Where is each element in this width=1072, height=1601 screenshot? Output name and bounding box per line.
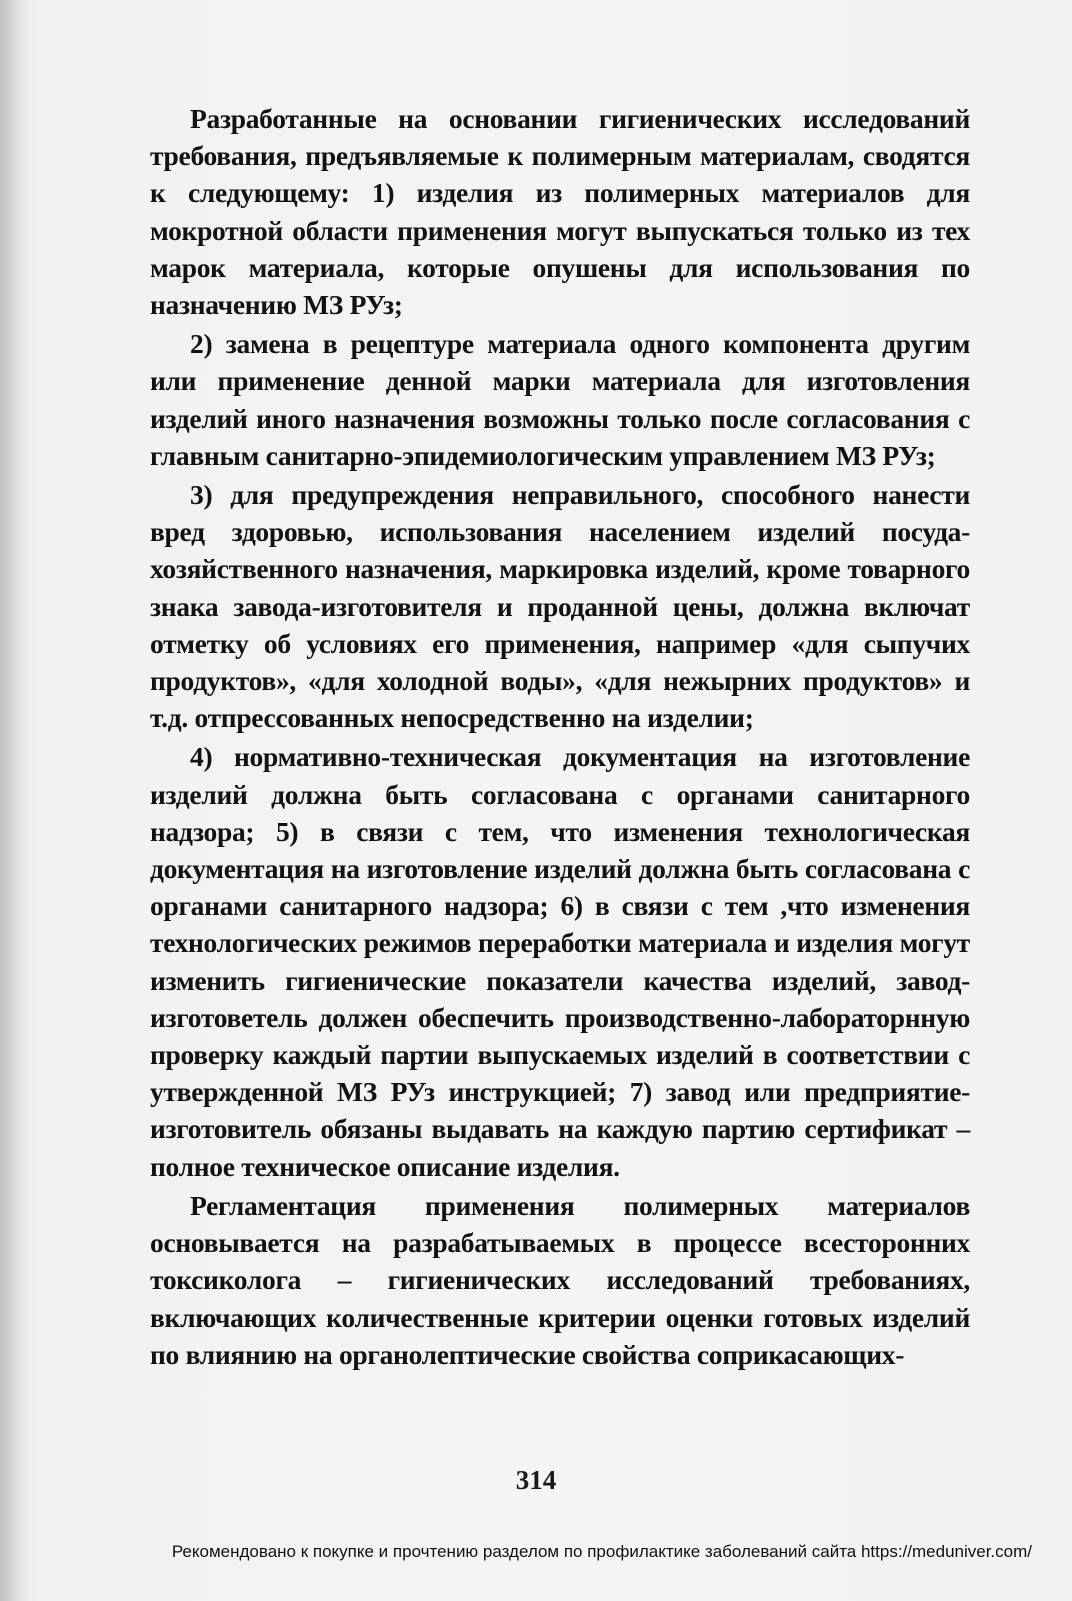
footer-note: Рекомендовано к покупке и прочтению разделом по профилактике заболеваний сайта https://meduniver.com/ <box>171 1542 1032 1561</box>
paragraph-1: Разработанные на основании гигиенических исследований требования, предъявляемые к полимерным материалам, сводятся к следующему: 1) изделия из полимерных материалов для мокротной области применения могут выпускаться только из тех марок материала, которые опушены для использования по назначению МЗ РУз; <box>150 103 970 321</box>
body-text <box>150 100 970 1375</box>
page-spine-shadow <box>0 0 30 1601</box>
paragraph-5: Регламентация применения полимерных материалов основывается на разрабатываемых в процессе всесторонних токсиколога – гигиенических исследований требованиях, включающих количественные критерии оценки готовых изделий по влиянию на органолептические свойства соприкасающих- <box>150 1189 970 1370</box>
paragraph-2: 2) замена в рецептуре материала одного компонента другим или применение денной марки материала для изготовления изделий иного назначения возможны только после согласования с главным санитарно-эпидемиологическим управлением МЗ РУз; <box>150 328 970 471</box>
paragraph-3: 3) для предупреждения неправильного, способного нанести вред здоровью, использования населением изделий посуда-хозяйственного назначения, маркировка изделий, кроме товарного знака завода-изготовителя и проданной цены, должна включат отметку об условиях его применения, например «для сыпучих продуктов», «для холодной воды», «для нежырних продуктов» и т.д. отпрессованных непосредственно на изделии; <box>150 479 970 734</box>
page-number: 314 <box>515 1465 557 1495</box>
paragraph-4: 4) нормативно-техническая документация на изготовление изделий должна быть согласована с органами санитарного надзора; 5) в связи с тем, что изменения технологическая документация на изготовление изделий должна быть согласована с органами санитарного надзора; 6) в связи с тем ,что изменения технологических режимов переработки материала и изделия могут изменить гигиенические показатели качества изделий, завод-изготоветель должен обеспечить производственно-лабораторнную проверку каждый партии выпускаемых изделий в соответствии с утвержденной МЗ РУз инструкцией; 7) завод или предприятие- изготовитель обязаны выдавать на каждую партию сертификат – полное техническое описание изделия. <box>150 741 970 1182</box>
